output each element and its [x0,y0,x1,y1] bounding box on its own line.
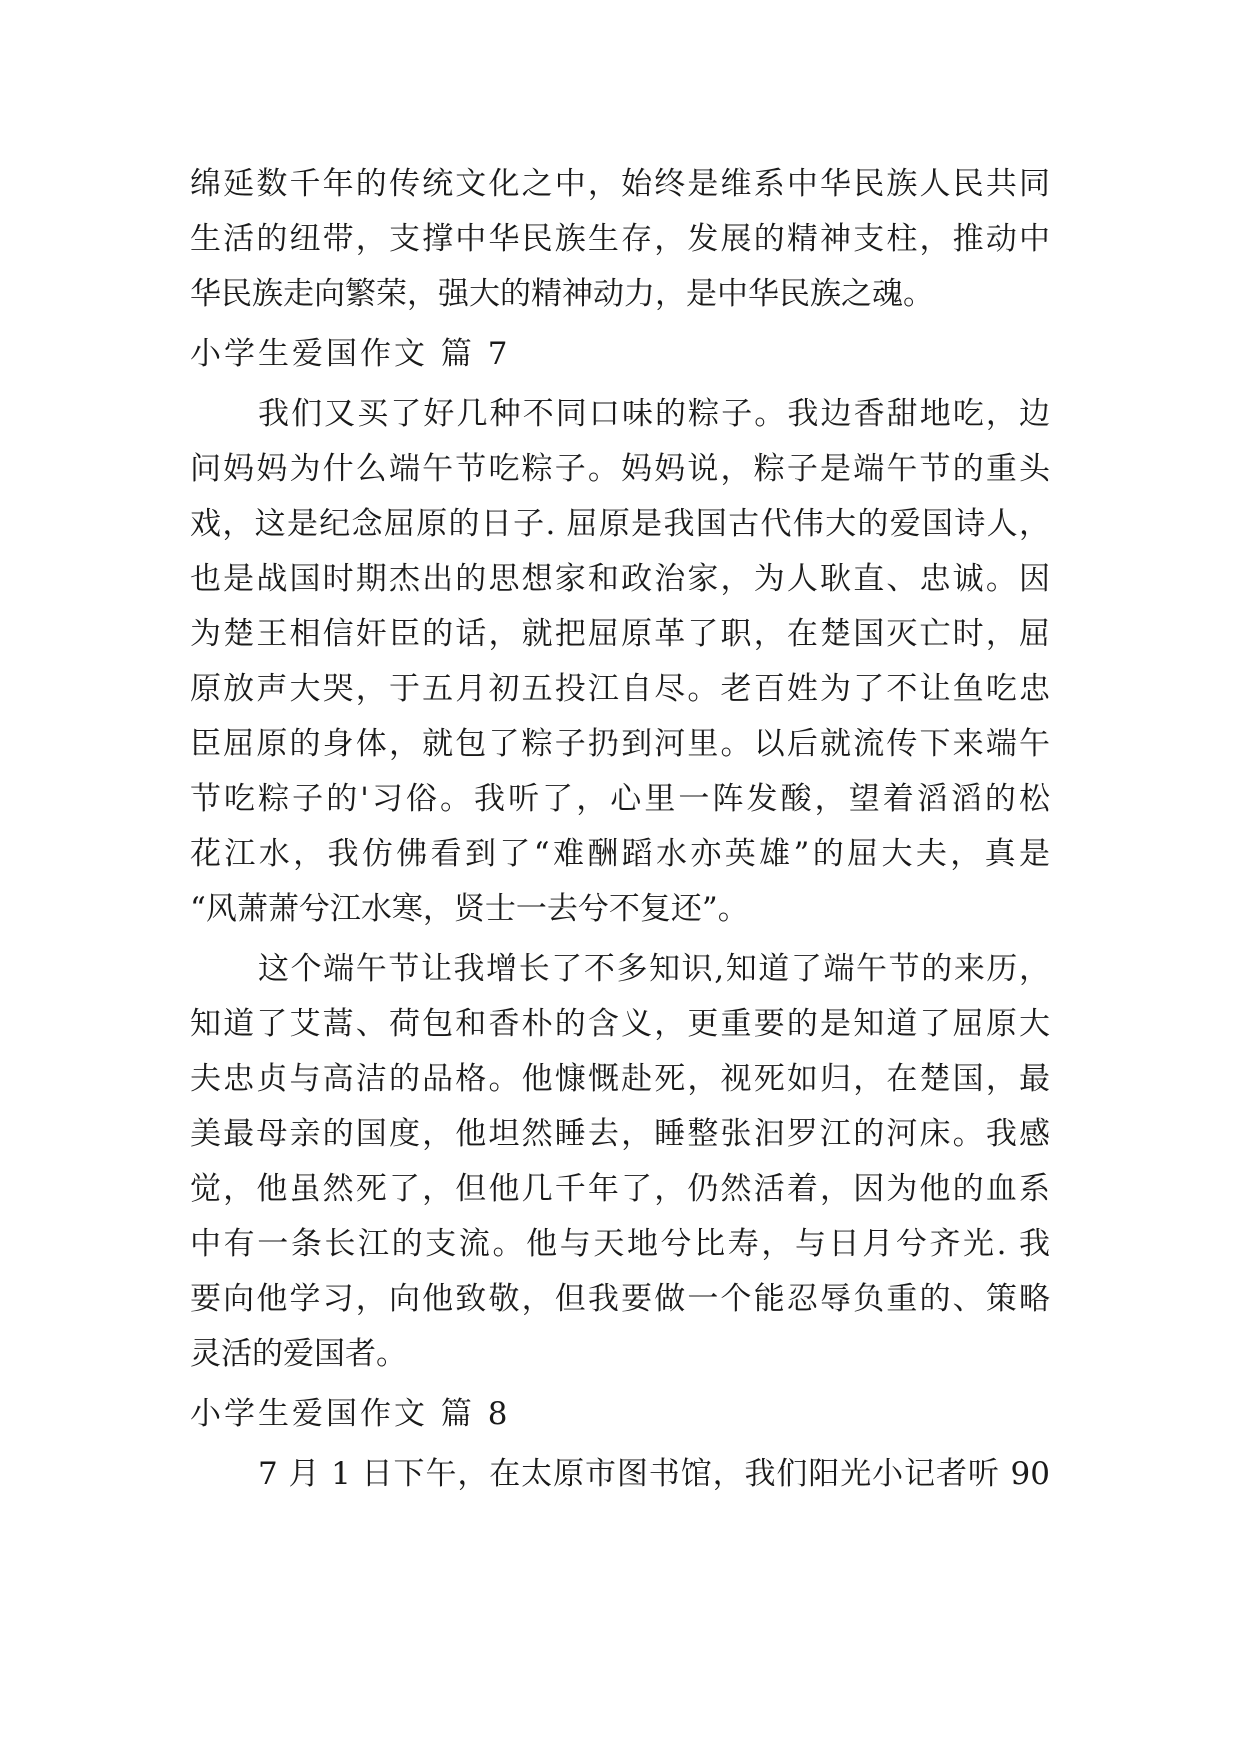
paragraph-line: 华民族走向繁荣，强大的精神动力，是中华民族之魂。 [190,276,934,312]
paragraph-line: 臣屈原的身体，就包了粽子扔到河里。以后就流传下来端午 [190,726,1050,762]
paragraph-line: 要向他学习，向他致敬，但我要做一个能忍辱负重的、策略 [190,1281,1050,1317]
paragraph-line: 生活的纽带，支撑中华民族生存，发展的精神支柱，推动中 [190,221,1050,257]
paragraph-line: 中有一条长江的支流。他与天地兮比寿，与日月兮齐光. 我 [190,1226,1050,1262]
paragraph-line: 7 月 1 日下午，在太原市图书馆，我们阳光小记者听 90 [258,1456,1050,1492]
paragraph-line: “风萧萧兮江水寒，贤士一去兮不复还”。 [190,891,749,927]
paragraph-line: 戏，这是纪念屈原的日子. 屈原是我国古代伟大的爱国诗人， [190,506,1050,542]
paragraph-line: 花江水，我仿佛看到了“难酬蹈水亦英雄”的屈大夫，真是 [190,836,1050,872]
paragraph-line: 觉，他虽然死了，但他几千年了，仍然活着，因为他的血系 [190,1171,1050,1207]
section-heading: 小学生爱国作文 篇 8 [190,1396,511,1432]
paragraph-line: 绵延数千年的传统文化之中，始终是维系中华民族人民共同 [190,166,1050,202]
paragraph-line: 美最母亲的国度，他坦然睡去，睡整张汩罗江的河床。我感 [190,1116,1050,1152]
paragraph-line: 为楚王相信奸臣的话，就把屈原革了职，在楚国灭亡时，屈 [190,616,1050,652]
paragraph-line: 这个端午节让我增长了不多知识,知道了端午节的来历， [258,951,1050,987]
paragraph-line: 问妈妈为什么端午节吃粽子。妈妈说，粽子是端午节的重头 [190,451,1050,487]
paragraph-line: 我们又买了好几种不同口味的粽子。我边香甜地吃，边 [258,396,1050,432]
paragraph-line: 原放声大哭，于五月初五投江自尽。老百姓为了不让鱼吃忠 [190,671,1050,707]
paragraph-line: 也是战国时期杰出的思想家和政治家，为人耿直、忠诚。因 [190,561,1050,597]
paragraph-line: 灵活的爱国者。 [190,1336,407,1372]
paragraph-line: 夫忠贞与高洁的品格。他慷慨赴死，视死如归，在楚国，最 [190,1061,1050,1097]
paragraph-line: 知道了艾蒿、荷包和香朴的含义，更重要的是知道了屈原大 [190,1006,1050,1042]
paragraph-line: 节吃粽子的'习俗。我听了，心里一阵发酸，望着滔滔的松 [190,781,1050,817]
section-heading: 小学生爱国作文 篇 7 [190,336,511,372]
